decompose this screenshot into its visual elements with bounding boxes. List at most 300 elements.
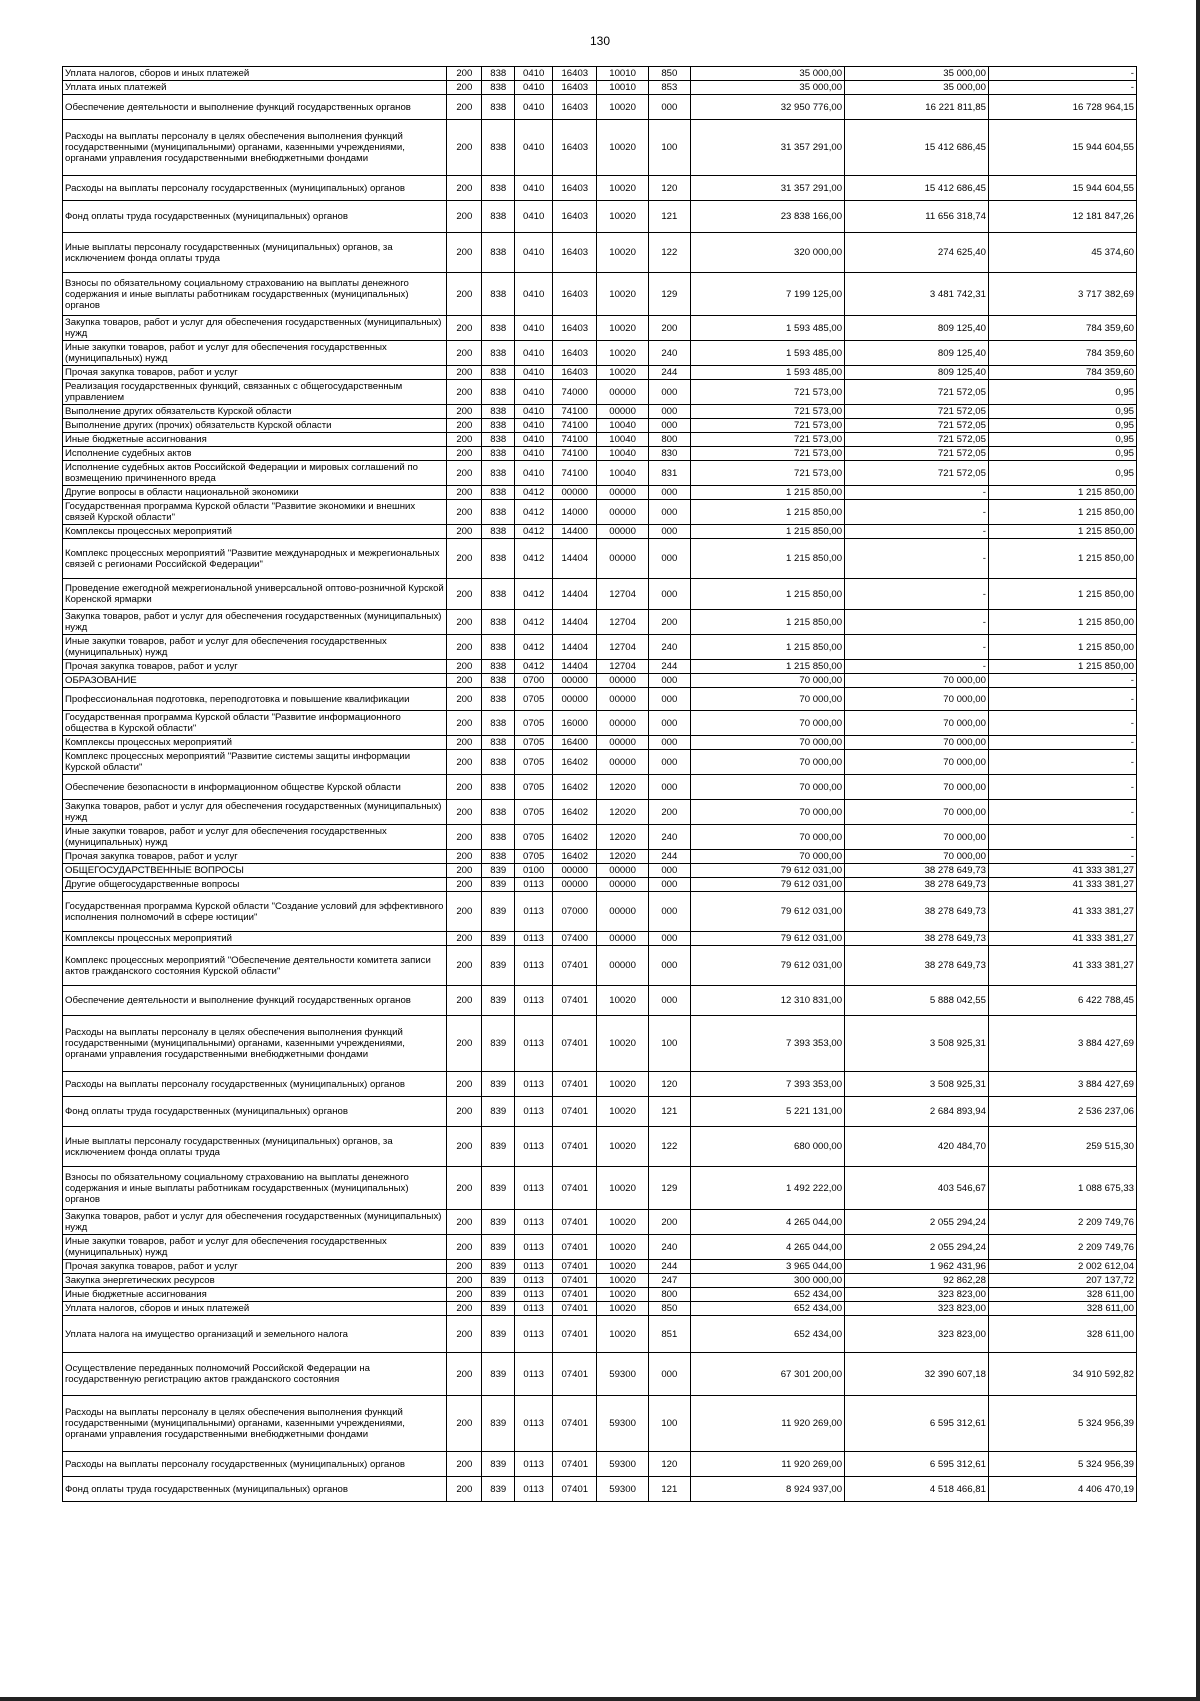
remaining-sum: 15 944 604,55 — [988, 120, 1136, 176]
row-name: Иные закупки товаров, работ и услуг для обеспечения государственных (муниципальных) нужд — [63, 635, 447, 660]
code-3: 0410 — [515, 447, 553, 461]
code-5: 10020 — [597, 341, 648, 366]
code-4: 07401 — [553, 1452, 597, 1477]
row-name: Прочая закупка товаров, работ и услуг — [63, 1260, 447, 1274]
executed-sum: 32 390 607,18 — [845, 1353, 989, 1396]
code-6: 000 — [648, 500, 690, 525]
code-6: 129 — [648, 273, 690, 316]
approved-sum: 652 434,00 — [690, 1288, 844, 1302]
table-row — [63, 864, 1137, 878]
code-1: 200 — [447, 800, 482, 825]
code-3: 0113 — [515, 946, 553, 986]
row-name: Исполнение судебных актов Российской Федерации и мировых соглашений по возмещению причиненного вреда — [63, 461, 447, 486]
code-3: 0113 — [515, 1396, 553, 1452]
code-6: 000 — [648, 946, 690, 986]
approved-sum: 320 000,00 — [690, 233, 844, 273]
remaining-sum: - — [988, 750, 1136, 775]
executed-sum: 721 572,05 — [845, 380, 989, 405]
table-row — [63, 892, 1137, 932]
table-row — [63, 405, 1137, 419]
code-1: 200 — [447, 1274, 482, 1288]
table-row — [63, 316, 1137, 341]
code-6: 851 — [648, 1316, 690, 1353]
code-4: 07401 — [553, 1260, 597, 1274]
executed-sum: 38 278 649,73 — [845, 864, 989, 878]
code-4: 07401 — [553, 1127, 597, 1167]
remaining-sum: 34 910 592,82 — [988, 1353, 1136, 1396]
code-3: 0410 — [515, 233, 553, 273]
code-1: 200 — [447, 419, 482, 433]
remaining-sum: - — [988, 81, 1136, 95]
table-row — [63, 775, 1137, 800]
executed-sum: 3 508 925,31 — [845, 1072, 989, 1097]
executed-sum: 92 862,28 — [845, 1274, 989, 1288]
code-6: 200 — [648, 610, 690, 635]
code-4: 16403 — [553, 341, 597, 366]
code-2: 838 — [482, 660, 515, 674]
code-6: 000 — [648, 736, 690, 750]
code-2: 838 — [482, 539, 515, 579]
remaining-sum: 5 324 956,39 — [988, 1396, 1136, 1452]
approved-sum: 31 357 291,00 — [690, 120, 844, 176]
code-2: 838 — [482, 176, 515, 201]
code-4: 74000 — [553, 380, 597, 405]
code-1: 200 — [447, 864, 482, 878]
approved-sum: 31 357 291,00 — [690, 176, 844, 201]
code-2: 839 — [482, 892, 515, 932]
code-5: 00000 — [597, 946, 648, 986]
remaining-sum: - — [988, 688, 1136, 711]
code-6: 850 — [648, 1302, 690, 1316]
remaining-sum: 6 422 788,45 — [988, 986, 1136, 1016]
code-3: 0410 — [515, 341, 553, 366]
row-name: Выполнение других обязательств Курской области — [63, 405, 447, 419]
remaining-sum: 41 333 381,27 — [988, 892, 1136, 932]
code-4: 14404 — [553, 579, 597, 610]
approved-sum: 680 000,00 — [690, 1127, 844, 1167]
remaining-sum: 45 374,60 — [988, 233, 1136, 273]
approved-sum: 32 950 776,00 — [690, 95, 844, 120]
remaining-sum: - — [988, 800, 1136, 825]
approved-sum: 721 573,00 — [690, 405, 844, 419]
code-4: 16403 — [553, 201, 597, 233]
code-4: 07401 — [553, 946, 597, 986]
code-2: 839 — [482, 1477, 515, 1502]
code-1: 200 — [447, 525, 482, 539]
code-3: 0705 — [515, 850, 553, 864]
code-6: 244 — [648, 850, 690, 864]
remaining-sum: 0,95 — [988, 419, 1136, 433]
row-name: Комплексы процессных мероприятий — [63, 525, 447, 539]
remaining-sum: 1 215 850,00 — [988, 500, 1136, 525]
remaining-sum: 2 209 749,76 — [988, 1235, 1136, 1260]
code-4: 16402 — [553, 850, 597, 864]
code-5: 59300 — [597, 1477, 648, 1502]
code-6: 000 — [648, 486, 690, 500]
code-6: 000 — [648, 775, 690, 800]
code-6: 120 — [648, 1072, 690, 1097]
code-5: 00000 — [597, 674, 648, 688]
code-6: 240 — [648, 825, 690, 850]
code-5: 12704 — [597, 579, 648, 610]
code-5: 00000 — [597, 878, 648, 892]
row-name: Другие общегосударственные вопросы — [63, 878, 447, 892]
row-name: Исполнение судебных актов — [63, 447, 447, 461]
remaining-sum: 3 884 427,69 — [988, 1072, 1136, 1097]
approved-sum: 70 000,00 — [690, 825, 844, 850]
table-row — [63, 120, 1137, 176]
executed-sum: 721 572,05 — [845, 461, 989, 486]
approved-sum: 652 434,00 — [690, 1302, 844, 1316]
budget-table — [62, 66, 1137, 1502]
row-name: Взносы по обязательному социальному страхованию на выплаты денежного содержания и иные выплаты работникам государственных (муниципальных) органов — [63, 273, 447, 316]
code-2: 839 — [482, 1072, 515, 1097]
code-5: 10020 — [597, 233, 648, 273]
code-1: 200 — [447, 986, 482, 1016]
code-3: 0705 — [515, 775, 553, 800]
row-name: Прочая закупка товаров, работ и услуг — [63, 366, 447, 380]
code-2: 838 — [482, 461, 515, 486]
row-name: Уплата налогов, сборов и иных платежей — [63, 1302, 447, 1316]
remaining-sum: 2 536 237,06 — [988, 1097, 1136, 1127]
code-6: 247 — [648, 1274, 690, 1288]
code-5: 10020 — [597, 201, 648, 233]
code-6: 120 — [648, 176, 690, 201]
table-row — [63, 380, 1137, 405]
code-5: 10020 — [597, 986, 648, 1016]
table-row — [63, 750, 1137, 775]
code-6: 121 — [648, 1477, 690, 1502]
code-2: 838 — [482, 750, 515, 775]
code-3: 0410 — [515, 366, 553, 380]
table-row — [63, 273, 1137, 316]
code-1: 200 — [447, 711, 482, 736]
code-2: 839 — [482, 1353, 515, 1396]
remaining-sum: 1 215 850,00 — [988, 579, 1136, 610]
code-3: 0412 — [515, 539, 553, 579]
approved-sum: 721 573,00 — [690, 433, 844, 447]
executed-sum: 721 572,05 — [845, 405, 989, 419]
executed-sum: 70 000,00 — [845, 750, 989, 775]
code-6: 850 — [648, 67, 690, 81]
code-5: 12020 — [597, 850, 648, 864]
code-3: 0100 — [515, 864, 553, 878]
table-row — [63, 800, 1137, 825]
code-4: 07401 — [553, 1302, 597, 1316]
table-row — [63, 525, 1137, 539]
row-name: Комплексы процессных мероприятий — [63, 736, 447, 750]
code-1: 200 — [447, 120, 482, 176]
code-5: 10020 — [597, 1274, 648, 1288]
code-5: 12704 — [597, 610, 648, 635]
remaining-sum: 328 611,00 — [988, 1288, 1136, 1302]
code-1: 200 — [447, 750, 482, 775]
remaining-sum: - — [988, 736, 1136, 750]
row-name: Комплекс процессных мероприятий "Развитие международных и межрегиональных связей с регионами Российской Федерации" — [63, 539, 447, 579]
remaining-sum: 328 611,00 — [988, 1302, 1136, 1316]
code-3: 0412 — [515, 610, 553, 635]
code-1: 200 — [447, 932, 482, 946]
code-5: 10040 — [597, 461, 648, 486]
code-1: 200 — [447, 176, 482, 201]
table-row — [63, 932, 1137, 946]
executed-sum: 2 684 893,94 — [845, 1097, 989, 1127]
table-row — [63, 610, 1137, 635]
code-1: 200 — [447, 1477, 482, 1502]
remaining-sum: 4 406 470,19 — [988, 1477, 1136, 1502]
code-5: 10020 — [597, 95, 648, 120]
code-3: 0410 — [515, 433, 553, 447]
code-2: 838 — [482, 233, 515, 273]
row-name: Проведение ежегодной межрегиональной универсальной оптово-розничной Курской Коренской ярмарки — [63, 579, 447, 610]
code-4: 16000 — [553, 711, 597, 736]
row-name: Закупка товаров, работ и услуг для обеспечения государственных (муниципальных) нужд — [63, 1210, 447, 1235]
remaining-sum: - — [988, 674, 1136, 688]
code-3: 0113 — [515, 1016, 553, 1072]
row-name: Иные закупки товаров, работ и услуг для обеспечения государственных (муниципальных) нужд — [63, 825, 447, 850]
code-4: 74100 — [553, 447, 597, 461]
remaining-sum: 1 215 850,00 — [988, 660, 1136, 674]
table-row — [63, 1167, 1137, 1210]
approved-sum: 23 838 166,00 — [690, 201, 844, 233]
table-row — [63, 433, 1137, 447]
table-row — [63, 419, 1137, 433]
executed-sum: 3 508 925,31 — [845, 1016, 989, 1072]
row-name: Государственная программа Курской области "Развитие информационного общества в Курской области" — [63, 711, 447, 736]
code-3: 0113 — [515, 1302, 553, 1316]
code-6: 240 — [648, 635, 690, 660]
table-row — [63, 341, 1137, 366]
code-5: 12704 — [597, 660, 648, 674]
executed-sum: 11 656 318,74 — [845, 201, 989, 233]
code-4: 07401 — [553, 1167, 597, 1210]
row-name: Уплата иных платежей — [63, 81, 447, 95]
code-5: 00000 — [597, 750, 648, 775]
executed-sum: 70 000,00 — [845, 825, 989, 850]
code-6: 122 — [648, 233, 690, 273]
approved-sum: 35 000,00 — [690, 67, 844, 81]
remaining-sum: 41 333 381,27 — [988, 946, 1136, 986]
row-name: Иные бюджетные ассигнования — [63, 433, 447, 447]
code-3: 0410 — [515, 419, 553, 433]
executed-sum: 70 000,00 — [845, 850, 989, 864]
executed-sum: 70 000,00 — [845, 736, 989, 750]
code-2: 838 — [482, 447, 515, 461]
code-3: 0113 — [515, 1260, 553, 1274]
code-2: 839 — [482, 878, 515, 892]
approved-sum: 1 215 850,00 — [690, 579, 844, 610]
code-3: 0113 — [515, 1452, 553, 1477]
code-3: 0412 — [515, 500, 553, 525]
remaining-sum: 2 002 612,04 — [988, 1260, 1136, 1274]
approved-sum: 1 593 485,00 — [690, 341, 844, 366]
row-name: Фонд оплаты труда государственных (муниципальных) органов — [63, 201, 447, 233]
code-5: 10020 — [597, 1072, 648, 1097]
row-name: Реализация государственных функций, связанных с общегосударственным управлением — [63, 380, 447, 405]
executed-sum: 70 000,00 — [845, 711, 989, 736]
code-5: 10020 — [597, 316, 648, 341]
code-2: 839 — [482, 1235, 515, 1260]
code-1: 200 — [447, 825, 482, 850]
code-4: 00000 — [553, 674, 597, 688]
code-1: 200 — [447, 1016, 482, 1072]
code-1: 200 — [447, 67, 482, 81]
row-name: Профессиональная подготовка, переподготовка и повышение квалификации — [63, 688, 447, 711]
code-3: 0113 — [515, 986, 553, 1016]
remaining-sum: 259 515,30 — [988, 1127, 1136, 1167]
table-row — [63, 688, 1137, 711]
code-6: 129 — [648, 1167, 690, 1210]
code-6: 000 — [648, 539, 690, 579]
row-name: Обеспечение деятельности и выполнение функций государственных органов — [63, 986, 447, 1016]
remaining-sum: 784 359,60 — [988, 366, 1136, 380]
executed-sum: 5 888 042,55 — [845, 986, 989, 1016]
code-5: 12020 — [597, 825, 648, 850]
approved-sum: 79 612 031,00 — [690, 946, 844, 986]
executed-sum: 6 595 312,61 — [845, 1452, 989, 1477]
code-1: 200 — [447, 405, 482, 419]
executed-sum: - — [845, 660, 989, 674]
approved-sum: 7 393 353,00 — [690, 1016, 844, 1072]
code-1: 200 — [447, 579, 482, 610]
code-3: 0113 — [515, 1288, 553, 1302]
code-6: 000 — [648, 674, 690, 688]
row-name: Расходы на выплаты персоналу государственных (муниципальных) органов — [63, 176, 447, 201]
row-name: Расходы на выплаты персоналу государственных (муниципальных) органов — [63, 1072, 447, 1097]
remaining-sum: 207 137,72 — [988, 1274, 1136, 1288]
code-3: 0412 — [515, 579, 553, 610]
code-6: 000 — [648, 380, 690, 405]
code-6: 200 — [648, 316, 690, 341]
remaining-sum: 784 359,60 — [988, 316, 1136, 341]
table-row — [63, 1235, 1137, 1260]
code-1: 200 — [447, 380, 482, 405]
code-4: 16403 — [553, 95, 597, 120]
code-3: 0113 — [515, 1072, 553, 1097]
code-2: 838 — [482, 380, 515, 405]
code-2: 838 — [482, 500, 515, 525]
code-5: 10020 — [597, 1127, 648, 1167]
approved-sum: 5 221 131,00 — [690, 1097, 844, 1127]
code-5: 00000 — [597, 405, 648, 419]
row-name: Фонд оплаты труда государственных (муниципальных) органов — [63, 1477, 447, 1502]
code-5: 59300 — [597, 1353, 648, 1396]
approved-sum: 70 000,00 — [690, 674, 844, 688]
code-1: 200 — [447, 201, 482, 233]
table-row — [63, 850, 1137, 864]
code-2: 838 — [482, 201, 515, 233]
table-row — [63, 1210, 1137, 1235]
row-name: Расходы на выплаты персоналу в целях обеспечения выполнения функций государственными (муниципальными) органами, казенными учреждениями, органами управления государственными внебюджетными фондами — [63, 120, 447, 176]
code-6: 000 — [648, 892, 690, 932]
table-row — [63, 736, 1137, 750]
code-4: 16403 — [553, 366, 597, 380]
code-1: 200 — [447, 946, 482, 986]
code-4: 74100 — [553, 405, 597, 419]
code-5: 10020 — [597, 1210, 648, 1235]
executed-sum: - — [845, 500, 989, 525]
executed-sum: 809 125,40 — [845, 316, 989, 341]
code-4: 07401 — [553, 1235, 597, 1260]
code-2: 839 — [482, 1396, 515, 1452]
code-1: 200 — [447, 1396, 482, 1452]
remaining-sum: 328 611,00 — [988, 1316, 1136, 1353]
code-1: 200 — [447, 635, 482, 660]
code-2: 838 — [482, 850, 515, 864]
code-2: 838 — [482, 486, 515, 500]
code-3: 0412 — [515, 525, 553, 539]
code-3: 0410 — [515, 67, 553, 81]
code-5: 10020 — [597, 1235, 648, 1260]
row-name: Комплекс процессных мероприятий "Развитие системы защиты информации Курской области" — [63, 750, 447, 775]
code-1: 200 — [447, 1210, 482, 1235]
code-2: 839 — [482, 1167, 515, 1210]
remaining-sum: 41 333 381,27 — [988, 878, 1136, 892]
code-2: 838 — [482, 525, 515, 539]
code-4: 07401 — [553, 1353, 597, 1396]
code-6: 000 — [648, 864, 690, 878]
code-3: 0113 — [515, 1316, 553, 1353]
code-1: 200 — [447, 486, 482, 500]
code-1: 200 — [447, 316, 482, 341]
remaining-sum: - — [988, 775, 1136, 800]
code-5: 10010 — [597, 67, 648, 81]
code-1: 200 — [447, 539, 482, 579]
code-4: 16403 — [553, 120, 597, 176]
code-2: 838 — [482, 419, 515, 433]
remaining-sum: 1 088 675,33 — [988, 1167, 1136, 1210]
code-6: 800 — [648, 1288, 690, 1302]
table-row — [63, 825, 1137, 850]
row-name: Комплекс процессных мероприятий "Обеспечение деятельности комитета записи актов гражданского состояния Курской области" — [63, 946, 447, 986]
executed-sum: 38 278 649,73 — [845, 892, 989, 932]
code-3: 0410 — [515, 405, 553, 419]
approved-sum: 1 215 850,00 — [690, 635, 844, 660]
table-row — [63, 176, 1137, 201]
code-1: 200 — [447, 1260, 482, 1274]
code-2: 838 — [482, 688, 515, 711]
table-row — [63, 1396, 1137, 1452]
executed-sum: - — [845, 579, 989, 610]
code-5: 00000 — [597, 892, 648, 932]
approved-sum: 70 000,00 — [690, 736, 844, 750]
code-6: 830 — [648, 447, 690, 461]
remaining-sum: 1 215 850,00 — [988, 486, 1136, 500]
code-4: 16403 — [553, 316, 597, 341]
approved-sum: 4 265 044,00 — [690, 1235, 844, 1260]
code-1: 200 — [447, 1452, 482, 1477]
table-row — [63, 1288, 1137, 1302]
approved-sum: 35 000,00 — [690, 81, 844, 95]
code-4: 14404 — [553, 539, 597, 579]
executed-sum: 809 125,40 — [845, 341, 989, 366]
executed-sum: 6 595 312,61 — [845, 1396, 989, 1452]
approved-sum: 721 573,00 — [690, 447, 844, 461]
code-3: 0113 — [515, 1097, 553, 1127]
code-1: 200 — [447, 461, 482, 486]
table-row — [63, 660, 1137, 674]
code-1: 200 — [447, 366, 482, 380]
remaining-sum: 1 215 850,00 — [988, 539, 1136, 579]
code-1: 200 — [447, 500, 482, 525]
code-4: 16400 — [553, 736, 597, 750]
code-1: 200 — [447, 95, 482, 120]
table-row — [63, 1353, 1137, 1396]
code-4: 07401 — [553, 986, 597, 1016]
approved-sum: 70 000,00 — [690, 775, 844, 800]
approved-sum: 1 593 485,00 — [690, 366, 844, 380]
code-2: 839 — [482, 1302, 515, 1316]
